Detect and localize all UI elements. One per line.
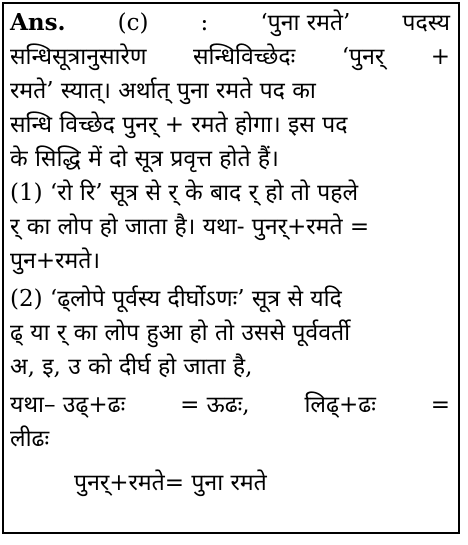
rule-1-example-line: र् का लोप हो जाता है। यथा- पुनर्+रमते = (10, 214, 370, 240)
example-2-lhs: लिढ्+ढः (304, 392, 376, 418)
rule-1-line: (1) ‘रो रि’ सूत्र से र् के बाद र् हो तो पहले (10, 180, 359, 206)
answer-option: (c) (117, 10, 149, 36)
answer-line-3: रमते’ स्यात्। अर्थात् पुना रमते पद का (10, 78, 316, 104)
text-segment: सन्धिविच्छेदः (193, 44, 296, 70)
example-1-rhs: = ऊढः, (180, 392, 250, 418)
example-2-equals: = (430, 392, 450, 418)
answer-line-4: सन्धि विच्छेद पुनर् + रमते होगा। इस पद (10, 112, 348, 138)
text-segment: + (430, 44, 450, 70)
answer-box (2, 2, 460, 534)
rule-1-result-line: पुन+रमते। (10, 248, 101, 274)
rule-2-line: (2) ‘ढ्लोपे पूर्वस्य दीर्घोऽणः’ सूत्र से यदि (10, 286, 342, 312)
answer-line-1 (10, 6, 450, 40)
example-2-result: लीढः (10, 426, 50, 452)
rule-2-effect-line: अ, इ, उ को दीर्घ हो जाता है, (10, 354, 253, 380)
answer-line-5: के सिद्धि में दो सूत्र प्रवृत्त होते हैं। (10, 146, 279, 172)
answer-colon: : (200, 10, 209, 36)
final-equation: पुनर्+रमते= पुना रमते (74, 470, 267, 496)
text-segment: ‘पुनर् (341, 44, 385, 70)
example-equation-line (10, 388, 450, 422)
answer-line-2 (10, 40, 450, 74)
rule-2-condition-line: ढ् या र् का लोप हुआ हो तो उससे पूर्ववर्ती (10, 320, 351, 346)
text-segment: सन्धिसूत्रानुसारेण (10, 44, 147, 70)
answer-label: Ans. (10, 9, 66, 36)
answer-word: पदस्य (402, 10, 450, 36)
example-1-lhs: यथा– उढ्+ढः (10, 392, 126, 418)
answer-term: ‘पुना रमते’ (260, 10, 351, 36)
